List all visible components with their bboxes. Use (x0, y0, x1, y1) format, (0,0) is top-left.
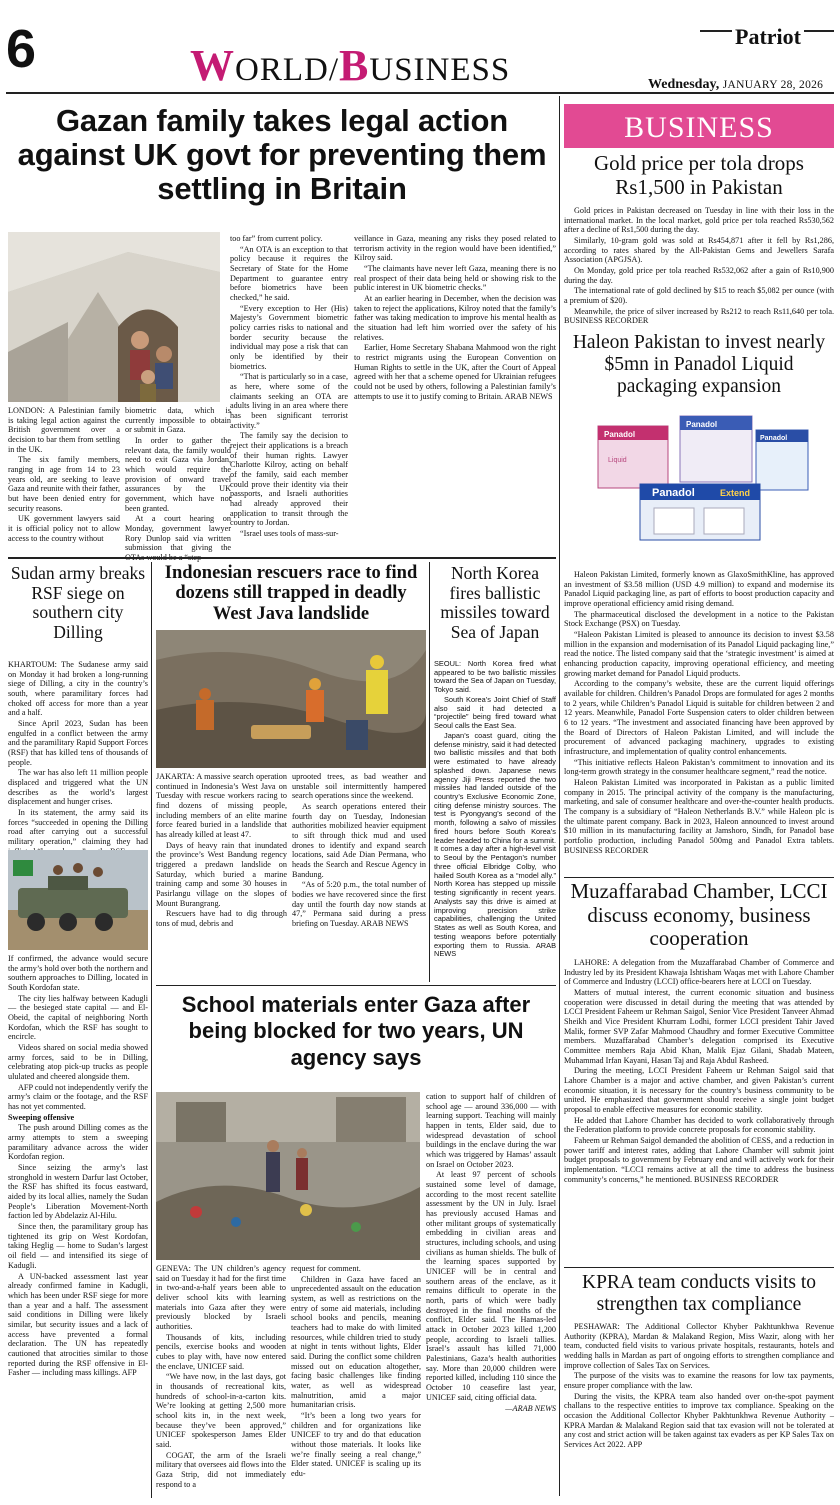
school-col3-p2: At least 97 percent of schools sustained some level of damage, according to the most recent satellite assessment by the UN in July. Israel has previously accused Hamas and other militant groups of systematically embedding in civilian areas and structures, including schools, and using civilians as human shields. The bulk of the learning spaces supported by UNICEF will be in central and southern areas of the enclave, as it remains difficult to operate in the north, parts of which were badly destroyed in the final months of the conflict, Elder said. The Hamas-led attack in October 2023 killed 1,200 people, according to Israeli tallies. Israel’s assault has killed 71,000 Palestinians, Gaza’s health authorities say. More than 20,000 children were reported killed, including 110 since the October 10 ceasefire last year, UNICEF said, citing official data. (426, 1170, 556, 1402)
school-source: —ARAB NEWS (505, 1403, 556, 1413)
panadol-photo (580, 400, 820, 554)
korea-divider (429, 562, 430, 982)
lcci-p2: Matters of mutual interest, the current economic situation and business cooperation were discussed in detail during the meeting that was attended by LCCI President Faheem ur Rehman Saigol, Senior Vice President Tanveer Ahmad Sheikh and Vice President Khurram Lodhi, former LCCI president Tahir Javed Malik, former SVP Zafar Mahmood Chaudhry and former Executive Committee members. Muzaffarabad Chamber’s delegation comprised its Executive Committee members Raja Abid Khan, Malik Ejaz Gilani, Shadab Mateen, Muhammad Irfan Kayani, Hasan Taj and Raja Abdul Rasheed. (564, 988, 834, 1065)
lead-col1-p1: LONDON: A Palestinian family is taking legal action against the British government over a decision to bar them from settling in the UK. (8, 406, 120, 454)
sudan-p10: Since seizing the army’s last stronghold in western Darfur last October, the RSF has shifted its focus eastward, aided by its local allies, namely the Sudan People’s Liberation Movement-North faction led by Abdelaziz Al-Hilu. (8, 1163, 148, 1221)
lead-col-1 (8, 406, 120, 544)
indonesia-col2-p1: uprooted trees, as bad weather and unstable soil intermittently hampered search operations since the weekend. (292, 772, 426, 801)
korea-p2: South Korea’s Joint Chief of Staff also said it had detected a “projectile” being fired toward what Seoul calls the East Sea. (434, 694, 556, 731)
school-col1-p2: Thousands of kits, including pencils, exercise books and wooden cubes to play with, have now entered the enclave, UNICEF said. (156, 1332, 286, 1371)
sudan-p8: AFP could not independently verify the army’s claim or the footage, and the RSF has not yet commented. (8, 1082, 148, 1112)
panadol-variant-text: Extend (720, 488, 751, 498)
sudan-p2: Since April 2023, Sudan has been engulfed in a conflict between the army and the paramilitary Rapid Support Forces (RSF) that has killed tens of thousands of people. (8, 719, 148, 767)
lead-photo (8, 232, 220, 402)
panadol-line-text: Liquid (608, 457, 627, 464)
haleon-p2: The pharmaceutical disclosed the development in a notice to the Pakistan Stock Exchange (PSX) on Tuesday. (564, 609, 834, 629)
sudan-divider (151, 562, 152, 1498)
korea-headline: North Korea fires ballistic missiles toward Sea of Japan (440, 563, 550, 642)
indonesia-headline: Indonesian rescuers race to find dozens still trapped in deadly West Java landslide (164, 563, 418, 624)
haleon-headline: Haleon Pakistan to invest nearly $5mn in Panadol Liquid packaging expansion (572, 332, 826, 397)
indonesia-col1-p2: Days of heavy rain that inundated the province’s West Bandung regency triggered a predawn landslide on Saturday, which buried a marine training camp and some 30 houses in Pasirlangu village on the slopes of Mount Burangrang. (156, 840, 287, 908)
lcci-text (564, 958, 834, 1185)
lead-col2-p1: biometric data, which is currently impossible to obtain or submit in Gaza. (125, 406, 231, 435)
indonesia-col1-p3: Rescuers have had to dig through tons of mud, debris and (156, 909, 287, 929)
lcci-p4: He added that Lahore Chamber has decided to work collaboratively through the Federation platform to provide concrete proposals for economic stability. (564, 1115, 834, 1135)
school-headline: School materials enter Gaza after being blocked for two years, UN agency says (181, 992, 531, 1070)
kpra-p1: PESHAWAR: The Additional Collector Khyber Pakhtunkhwa Revenue Authority (KPRA), Mardan & Malakand Region, Miss Wazir, along with her team, conducted field visits to various private hospitals, restaurants, hotels and wedding halls in Mardan as part of ongoing efforts to strengthen compliance and improve collection of Sales Tax on Services. (564, 1322, 834, 1370)
section-title-w: W (190, 41, 235, 90)
school-col1-p3: “We have now, in the last days, got in thousands of recreational kits, hundreds of school-in-a-carton kits. We’re looking at getting 2,500 more school kits in, in the next week, because they’ve been approved,” UNICEF spokesperson James Elder said. (156, 1372, 286, 1450)
indonesia-col2-p2: As search operations entered their fourth day on Tuesday, Indonesian authorities mobilized heavier equipment to sift through thick mud and used drones to identify and expand search locations, said Ade Dian Permana, who heads the Search and Rescue Agency in Bandung. (292, 802, 426, 879)
school-col2-p1: request for comment. (291, 1264, 361, 1273)
masthead-logo: Patriot (732, 24, 804, 50)
school-col3-p1: cation to support half of children of school age — around 336,000 — with learning support. Teaching will mainly happen in tents, Elder said, due to widespread devastation of school buildings in the enclave during the war which was triggered by Hamas’ assault on Israel on October 2023. (426, 1092, 556, 1169)
section-title (190, 40, 510, 91)
lcci-top-rule (564, 877, 834, 878)
korea-p3: Japan’s coast guard, citing the defense ministry, said it had detected two ballistic missiles and that both were estimated to have already splashed down. Japanese news agency Jiji Press reported the two missiles had landed outside of the country’s Exclusive Economic Zone, citing defense ministry sources. The test is Pyongyang’s second of the month, following a salvo of missiles fired hours before South Korea’s leader headed to China for a summit. It comes a day after a high-level visit to Seoul by the Pentagon’s number three official Elbridge Colby, who hailed South Korea as a “model ally.” North Korea has stepped up missile testing significantly in recent years. Analysts say this drive is aimed at improving precision strike capabilities, challenging the United States as well as South Korea, and testing weapons before potentially exporting them to Russia. ARAB NEWS (434, 730, 556, 959)
lead-col1-p3: UK government lawyers said it is official policy not to allow access to the country without (8, 514, 120, 543)
haleon-text (564, 570, 834, 856)
panadol-brand-text-3: Panadol (686, 420, 718, 429)
lcci-p1: LAHORE: A delegation from the Muzaffarabad Chamber of Commerce and Industry led by its President Khawaja Ishtisham Waqas met with Lahore Chamber of Commerce and Industry (LCCI) office-bearers here at LCCI on Tuesday. (564, 958, 834, 987)
school-col2-p2: Children in Gaza have faced an unprecedented assault on the education system, as well as restrictions on the entry of some aid materials, including school books and pencils, meaning teachers had to make do with limited resources, while children tried to study at night in tents without lights, Elder said. During the conflict some children missed out on education altogether, facing basic challenges like finding water, as well as widespread malnutrition, amid a major humanitarian crisis. (291, 1274, 421, 1410)
panadol-boxes-photo (580, 400, 820, 554)
lead-col4-p2: “The claimants have never left Gaza, meaning there is no real prospect of their data being held or showing risk to the public interest in UK biometric checks.” (354, 264, 556, 293)
lead-col-3 (230, 234, 348, 540)
indonesia-photo (156, 630, 426, 768)
korea-text (434, 660, 556, 960)
lead-col1-p2: The six family members, ranging in age from 14 to 23 years old, are seeking to leave Gaza and reunite with their father, but have been denied entry for security reasons. (8, 455, 120, 513)
issue-weekday: Wednesday, (648, 77, 720, 92)
lead-col-2 (125, 406, 231, 564)
lead-col2-p2: In order to gather the relevant data, the family would need to exit Gaza via Jordan, which would require the provision of onward travel assurances by the UK government, which have not been granted. (125, 436, 231, 513)
panadol-brand-text-4: Panadol (760, 435, 788, 442)
school-col-3 (426, 1092, 556, 1414)
issue-month-day: JANUARY 28, 2026 (722, 79, 824, 91)
section-title-usiness: USINESS (369, 52, 511, 88)
school-col-2 (291, 1264, 421, 1480)
panadol-brand-text: Panadol (652, 487, 695, 499)
school-col1-p1: GENEVA: The UN children’s agency said on Tuesday it had for the first time in two-and-a-half years been able to deliver school kits with learning materials into Gaza after they were previously blocked by Israeli authorities. (156, 1264, 286, 1332)
sudan-photo (8, 850, 148, 950)
sudan-subhead: Sweeping offensive (8, 1112, 75, 1122)
haleon-p4: According to the company’s website, these are the current liquid offerings available for children. Children’s Panadol Drops are formulated for ages 2 months to 2 years, while Children’s Panadol Liquid is suitable for children between 2 and 12 years. Meanwhile, Panadol Forte Suspension caters to older children between 6 to 12 years. “The investment and associated financing have been approved by the Board of Directors of Haleon Pakistan Limited, and will include the procurement of advanced packaging machinery, upgrades to existing infrastructure, and implementation of quality control enhancements. (564, 679, 834, 757)
gold-text (564, 206, 834, 327)
kpra-headline: KPRA team conducts visits to strengthen tax compliance (582, 1272, 816, 1315)
lead-col-4 (354, 234, 556, 402)
lead-col4-p4: Earlier, Home Secretary Shabana Mahmood won the right to restrict migrants using the European Convention on Human Rights to settle in the UK, after the Court of Appeal agreed with her that a scheme opened for Ukrainian refugees could not be used by others, following a Palestinian family’s attempts to use it to justify coming to Britain. ARAB NEWS (354, 343, 556, 401)
lead-col3-p6: “Israel uses tools of mass-sur- (240, 529, 339, 539)
gold-p3: On Monday, gold price per tola reached Rs532,062 after a gain of Rs10,900 during the day. (564, 266, 834, 285)
tent-children-photo (8, 232, 220, 402)
kpra-top-rule (564, 1267, 834, 1268)
lead-col2-p3: At a court hearing on Monday, government lawyer Rory Dunlop said via written submission that giving the (125, 514, 231, 553)
school-col-1 (156, 1264, 286, 1490)
korea-p1: SEOUL: North Korea fired what appeared to be two ballistic missiles toward the Sea of Japan on Tuesday, Tokyo said. (434, 659, 556, 695)
school-col1-p4: COGAT, the arm of the Israeli military that oversees aid flows into the Gaza Strip, did not immediately respond to a (156, 1450, 286, 1489)
lead-col3-p5: The family say the decision to reject their applications is a breach of their human rights. Lawyer Charlotte Kilroy, acting on behalf of the family, said each member could prove their identity via their passports, and Israeli authorities had already approved their application to transit through the country to Jordan. (230, 431, 348, 528)
lead-col4-p1: veillance in Gaza, meaning any risks they posed related to terrorism activity in the region would have been identified,” Kilroy said. (354, 234, 556, 263)
lead-col3-p2: “An OTA is an exception to that policy because it requires the Secretary of State for the Home Department to guarantee entry before biometrics have been checked,” he said. (230, 244, 348, 303)
section-title-b: B (339, 41, 370, 90)
business-divider (559, 96, 560, 1496)
sudan-p11: Since then, the paramilitary group has tightened its grip on West Kordofan, taking Heglig — home to Sudan’s largest oil field — and intensified its siege of Kadugli. (8, 1222, 148, 1270)
sudan-p12: A UN-backed assessment last year already confirmed famine in Kadugli, which has been under RSF siege for more than a year and a half. The assessment said conditions in Dilling were likely similar, but security issues and a lack of access have prevented a formal declaration. The UN has repeatedly cautioned that atrocities similar to those reported during the RSF offensive in El-Fasher — including mass killings. AFP (8, 1271, 148, 1378)
kpra-p2: The purpose of the visits was to examine the reasons for low tax payments, ensure proper compliance with the law. (564, 1371, 834, 1391)
page-number: 6 (6, 19, 37, 79)
lead-bottom-rule (8, 557, 556, 559)
gold-p1: Gold prices in Pakistan decreased on Tuesday in line with their loss in the international market. In the local market, gold price per tola reached Rs530,562 after a decline of Rs1,500 during the day. (564, 206, 834, 235)
business-banner: BUSINESS (566, 106, 832, 146)
haleon-p6: Haleon Pakistan Limited was incorporated in Pakistan as a public limited company in 2015. The principal activity of the company is the manufacturing, marketing, and sale of consumer healthcare and over-the-counter health products. The company is a subsidiary of “Haleon Netherlands B.V.” while Haleon plc is the ultimate parent company. Back in 2023, Haleon announced to invest around $10 million in its manufacturing facility at Jamshoro, Sindh, for Panadol base portfolio production, including Panadol 500mg and Panadol Extra tablets. BUSINESS RECORDER (564, 778, 834, 855)
sudan-p7: Videos shared on social media showed army forces, said to be in Dilling, celebrating atop pick-up trucks as people ululated and cheered alongside them. (8, 1043, 148, 1082)
header-rule (6, 92, 834, 94)
lead-col3-p3: “Every exception to Her (His) Majesty’s Government biometric policy carries risks to national and border security because the individual may pose a risk that can only be identified by their biometrics. (230, 303, 348, 371)
indonesia-col-2 (292, 772, 426, 930)
gaza-ruins-photo (156, 1092, 420, 1260)
gold-p2: Similarly, 10-gram gold was sold at Rs454,871 after it fell by Rs1,286, according to rates shared by the All-Pakistan Gems and Jewellers Sarafa Association (APGJSA). (564, 236, 834, 265)
sudan-p9: The push around Dilling comes as the army attempts to stem a sweeping paramilitary advance across the wider Kordofan region. (8, 1123, 148, 1162)
sudan-top-text (8, 660, 148, 857)
school-top-rule (156, 985, 556, 986)
army-vehicle-photo (8, 850, 148, 950)
gold-headline: Gold price per tola drops Rs1,500 in Pakistan (594, 151, 804, 199)
gold-p5: Meanwhile, the price of silver increased by Rs212 to reach Rs11,640 per tola. BUSINESS RECORDER (564, 306, 834, 326)
school-photo (156, 1092, 420, 1260)
lead-headline: Gazan family takes legal action against UK govt for preventing them settling in Britain (17, 103, 547, 207)
lcci-p5: Faheem ur Rehman Saigol demanded the abolition of CESS, and a reduction in power tariff and interest rates, adding that Lahore Chamber will submit joint budget proposals to government by February end and will actively work for their implementation. “LCCI remains active at all the time to address the business community’s concerns,” he mentioned. BUSINESS RECORDER (564, 1136, 834, 1184)
indonesia-col1-p1: JAKARTA: A massive search operation continued in Indonesia’s West Java on Tuesday with rescue workers racing to find dozens of missing people, including members of an elite marine force feared buried in a landslide that has already killed at least 47. (156, 772, 287, 840)
lead-col3-p1: too far” from current policy. (230, 234, 323, 243)
business-banner-box (564, 104, 834, 148)
sudan-p4: In its statement, the army said its forces “succeeded in opening the Dilling road after carrying out a successful military operation,” claiming they had (8, 808, 148, 847)
lead-col3-p4: “That is particularly so in a case, as here, where some of the claimants seeking an OTA are adults living in an area where there has been significant terrorist activity.” (230, 372, 348, 430)
gold-p4: The international rate of gold declined by $15 to reach $5,082 per ounce (with a premium of $20). (564, 286, 834, 306)
school-col2-p3: “It’s been a long two years for children and for organizations like UNICEF to try and do that education without those materials. It looks like we’re finally seeing a real change,” Elder stated. UNICEF is scaling up its edu- (291, 1411, 421, 1479)
sudan-p1: KHARTOUM: The Sudanese army said on Monday it had broken a long-running siege of Dilling, a city in the country’s south, where paramilitary forces had choked off access for more than a year and a half. (8, 660, 148, 718)
sudan-headline: Sudan army breaks RSF siege on southern city Dilling (10, 563, 146, 642)
sudan-bottom-text (8, 954, 148, 1379)
section-title-orld: ORLD/ (235, 52, 339, 88)
panadol-brand-text-2: Panadol (604, 430, 636, 439)
issue-date (648, 77, 823, 93)
indonesia-col-1 (156, 772, 287, 930)
sudan-p6: The city lies halfway between Kadugli — the besieged state capital — and El-Obeid, the capital of neighboring North Kordofan, which the RSF has sought to encircle. (8, 993, 148, 1042)
haleon-p1: Haleon Pakistan Limited, formerly known as GlaxoSmithKline, has approved an investment of $3.58 million (USD 4.9 million) to expand and modernise its Panadol Liquid packaging line, as part of efforts to boost production capacity and improve operational efficiency amid rising demand. (564, 570, 834, 609)
sudan-p5: If confirmed, the advance would secure the army’s hold over both the northern and southern approaches to Dilling, located in South Kordofan state. (8, 954, 148, 993)
kpra-p3: During the visits, the KPRA team also handed over on-the-spot payment challans to the respective entities to improve tax compliance. Speaking on the occasion the Additional Collector Khyber Pakhtunkhwa Revenue Authority – KPRA Mardan & Malakand Region said that tax evasion will not be tolerated at any cost and strict action will be taken against tax evaders as per KP Sales Tax on Services Act 2022. APP (564, 1391, 834, 1450)
lcci-p3: During the meeting, LCCI President Faheem ur Rehman Saigol said that Lahore Chamber is a major and active chamber, and given Pakistan’s current economic situation, it is necessary for the country’s business community to be united. He emphasized that government should receive a single joint budget proposal to enable effective measures for economic stability. (564, 1066, 834, 1115)
kpra-text (564, 1322, 834, 1451)
indonesia-col2-p3: “As of 5:20 p.m., the total number of bodies we have recovered since the first day until the fourth day now stands at 47,” Permana said during a press briefing on Tuesday. ARAB NEWS (292, 880, 426, 929)
lcci-headline: Muzaffarabad Chamber, LCCI discuss economy, business cooperation (570, 879, 828, 951)
haleon-p5: “This initiative reflects Haleon Pakistan’s commitment to innovation and its long-term growth strategy in the consumer healthcare segment,” read the notice. (564, 757, 834, 777)
haleon-p3: “Haleon Pakistan Limited is pleased to announce its decision to invest $3.58 million in the expansion and modernisation of its Panadol Liquid packaging line,” read the notice. The listed company said that the ‘strategic investment’ is aimed at enhancing production capacity, improving operational efficiency, and meeting growing market demand for Panadol Liquid products. (564, 630, 834, 678)
landslide-rescue-photo (156, 630, 426, 768)
sudan-p3: The war has also left 11 million people displaced and triggered what the UN describes as the world’s largest displacement and hunger crises. (8, 768, 148, 807)
lead-col4-p3: At an earlier hearing in December, when the decision was taken to reject the applications, Kilroy noted that the family’s father was taking medication to improve his mental health as the situation had left him worried over the safety of his relatives. (354, 294, 556, 342)
